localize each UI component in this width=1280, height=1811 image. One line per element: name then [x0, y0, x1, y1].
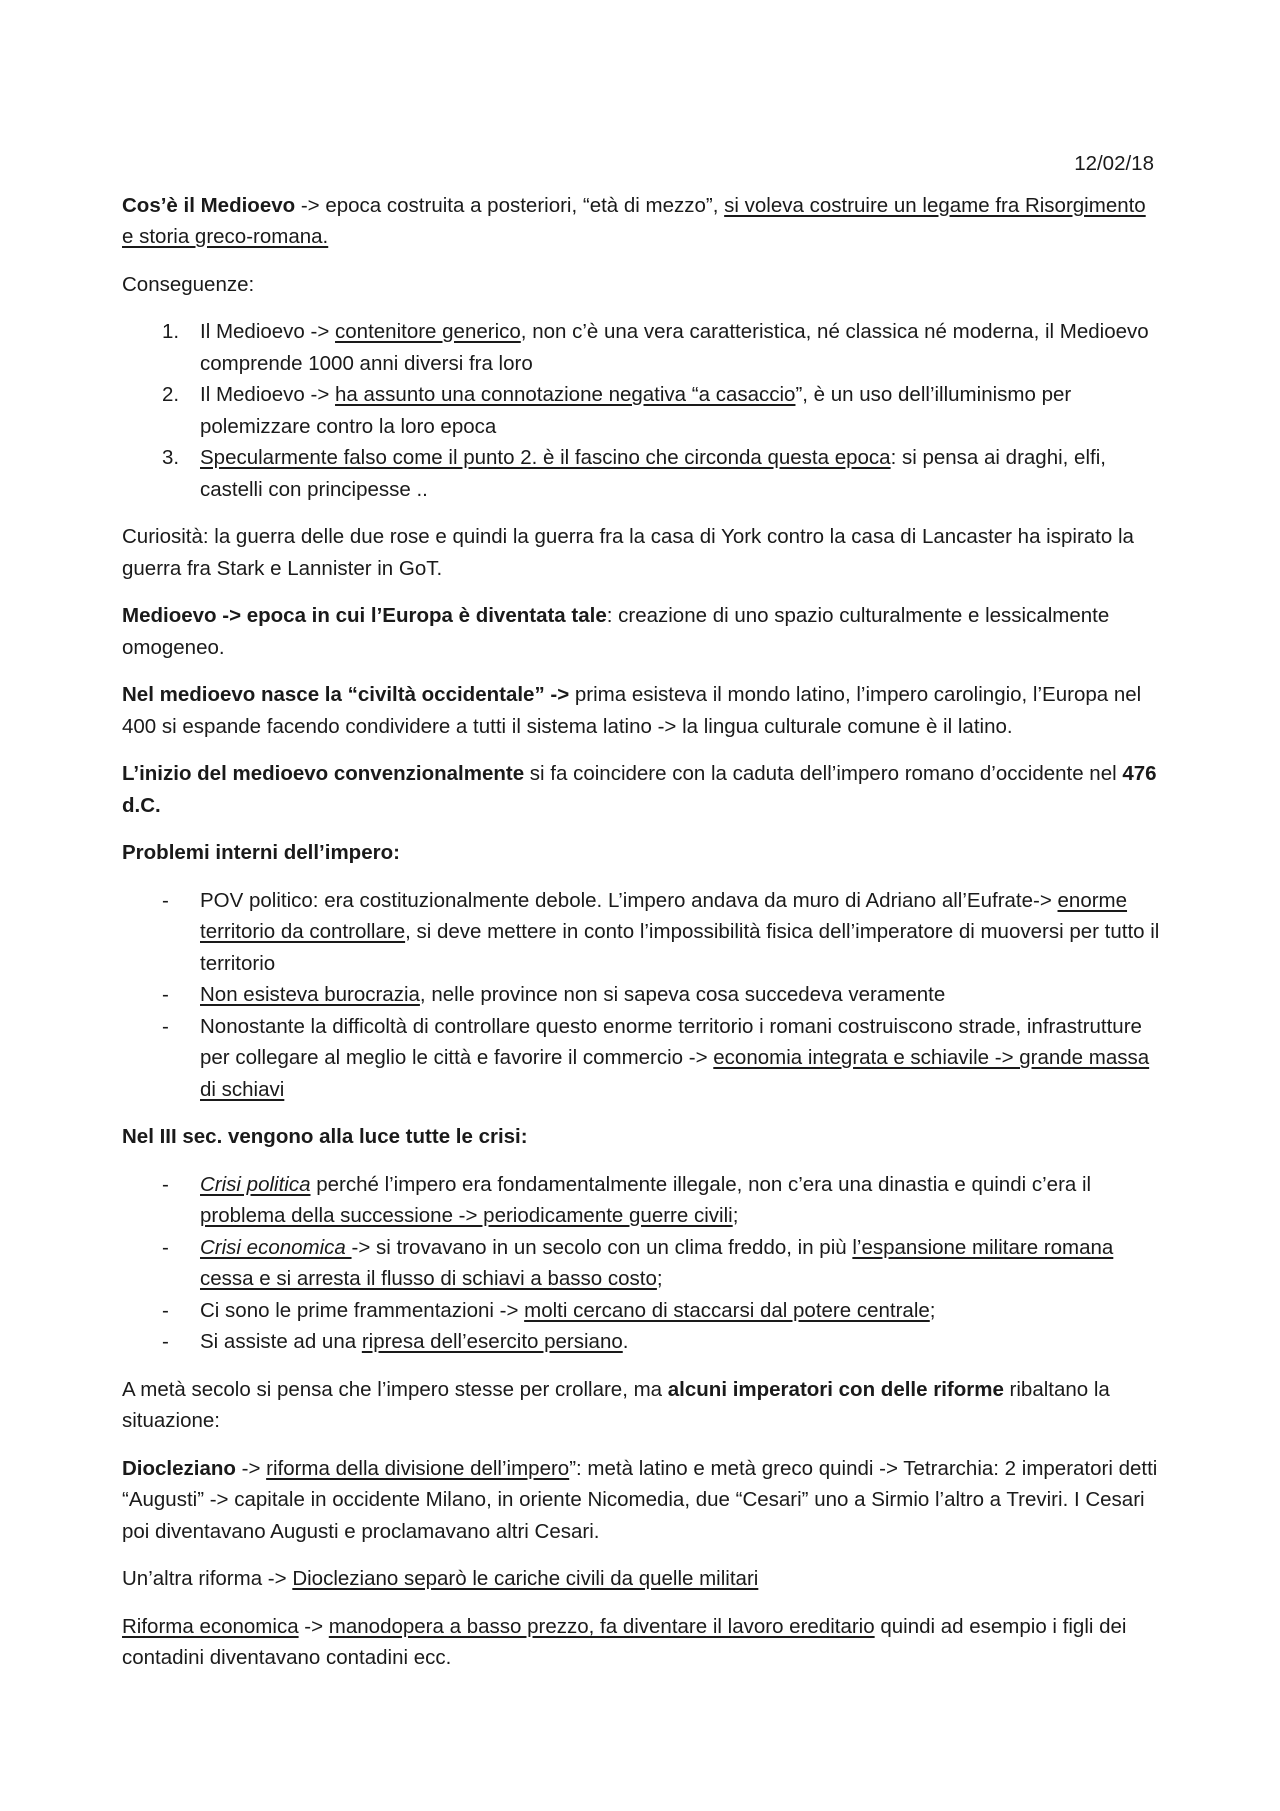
consequences-label: Conseguenze: [122, 272, 255, 296]
paragraph-diocleziano: Diocleziano -> riforma della divisione dell’impero”: metà latino e metà greco quindi -> Tetrarchia: 2 imperatori detti “Augusti” -> capitale in occidente Milano, in oriente Nicomedia, due “Cesari” uno a Sirmio l’altro a Treviri. I Cesari poi diventavano Augusti e proclamavano altri Cesari. [122, 1456, 1158, 1543]
problems-list [122, 885, 1162, 1106]
list-item: - Si assiste ad una ripresa dell’esercito persiano. [162, 1330, 629, 1353]
list-item: - Crisi economica -> si trovavano in un secolo con un clima freddo, in più l’espansione militare romana cessa e si arresta il flusso di schiavi a basso costo; [162, 1235, 1114, 1290]
document-date: 12/02/18 [1074, 152, 1154, 175]
paragraph-europa: Medioevo -> epoca in cui l’Europa è diventata tale: creazione di uno spazio culturalmente e lessicalmente omogeneo. [122, 604, 1110, 659]
crises-heading: Nel III sec. vengono alla luce tutte le crisi: [122, 1125, 528, 1148]
paragraph-meta-secolo: A metà secolo si pensa che l’impero stesse per crollare, ma alcuni imperatori con delle riforme ribaltano la situazione: [122, 1377, 1110, 1432]
document-page [122, 148, 1162, 1690]
list-item: 3. Specularmente falso come il punto 2. è il fascino che circonda questa epoca: si pensa ai draghi, elfi, castelli con principesse .. [162, 446, 1106, 501]
list-item: - Crisi politica perché l’impero era fondamentalmente illegale, non c’era una dinastia e quindi c’era il problema della successione -> periodicamente guerre civili; [162, 1172, 1092, 1227]
problems-heading: Problemi interni dell’impero: [122, 841, 400, 864]
paragraph-curiosity: Curiosità: la guerra delle due rose e quindi la guerra fra la casa di York contro la casa di Lancaster ha ispirato la guerra fra Stark e Lannister in GoT. [122, 525, 1134, 580]
consequences-list [122, 316, 1162, 505]
paragraph-inizio-medioevo: L’inizio del medioevo convenzionalmente si fa coincidere con la caduta dell’impero romano d’occidente nel 476 d.C. [122, 762, 1157, 817]
paragraph-civilta-occidentale: Nel medioevo nasce la “civiltà occidentale” -> prima esisteva il mondo latino, l’impero carolingio, l’Europa nel 400 si espande facendo condividere a tutti il sistema latino -> la lingua culturale comune è il latino. [122, 683, 1142, 738]
list-item: - Non esisteva burocrazia, nelle province non si sapeva cosa succedeva veramente [162, 983, 946, 1006]
list-item: - Nonostante la difficoltà di controllare questo enorme territorio i romani costruiscono strade, infrastrutture per collegare al meglio le città e favorire il commercio -> economia integrata e schiavile -> grande massa di schiavi [162, 1014, 1150, 1101]
crises-list [122, 1169, 1162, 1358]
list-item: - POV politico: era costituzionalmente debole. L’impero andava da muro di Adriano all’Eufrate-> enorme territorio da controllare, si deve mettere in conto l’impossibilità fisica dell’imperatore di muoversi per tutto il territorio [162, 888, 1160, 975]
list-item: 2. Il Medioevo -> ha assunto una connotazione negativa “a casaccio”, è un uso dell’illuminismo per polemizzare contro la loro epoca [162, 383, 1072, 438]
list-item: - Ci sono le prime frammentazioni -> molti cercano di staccarsi dal potere centrale; [162, 1298, 936, 1322]
list-item: 1. Il Medioevo -> contenitore generico, non c’è una vera caratteristica, né classica né moderna, il Medioevo comprende 1000 anni diversi fra loro [162, 320, 1149, 375]
paragraph-what-is-medioevo: Cos’è il Medioevo -> epoca costruita a posteriori, “età di mezzo”, si voleva costruire un legame fra Risorgimento e storia greco-romana. [122, 193, 1146, 248]
paragraph-altra-riforma: Un’altra riforma -> Diocleziano separò le cariche civili da quelle militari [122, 1567, 759, 1590]
paragraph-riforma-economica: Riforma economica -> manodopera a basso prezzo, fa diventare il lavoro ereditario quindi ad esempio i figli dei contadini diventavano contadini ecc. [122, 1614, 1127, 1669]
